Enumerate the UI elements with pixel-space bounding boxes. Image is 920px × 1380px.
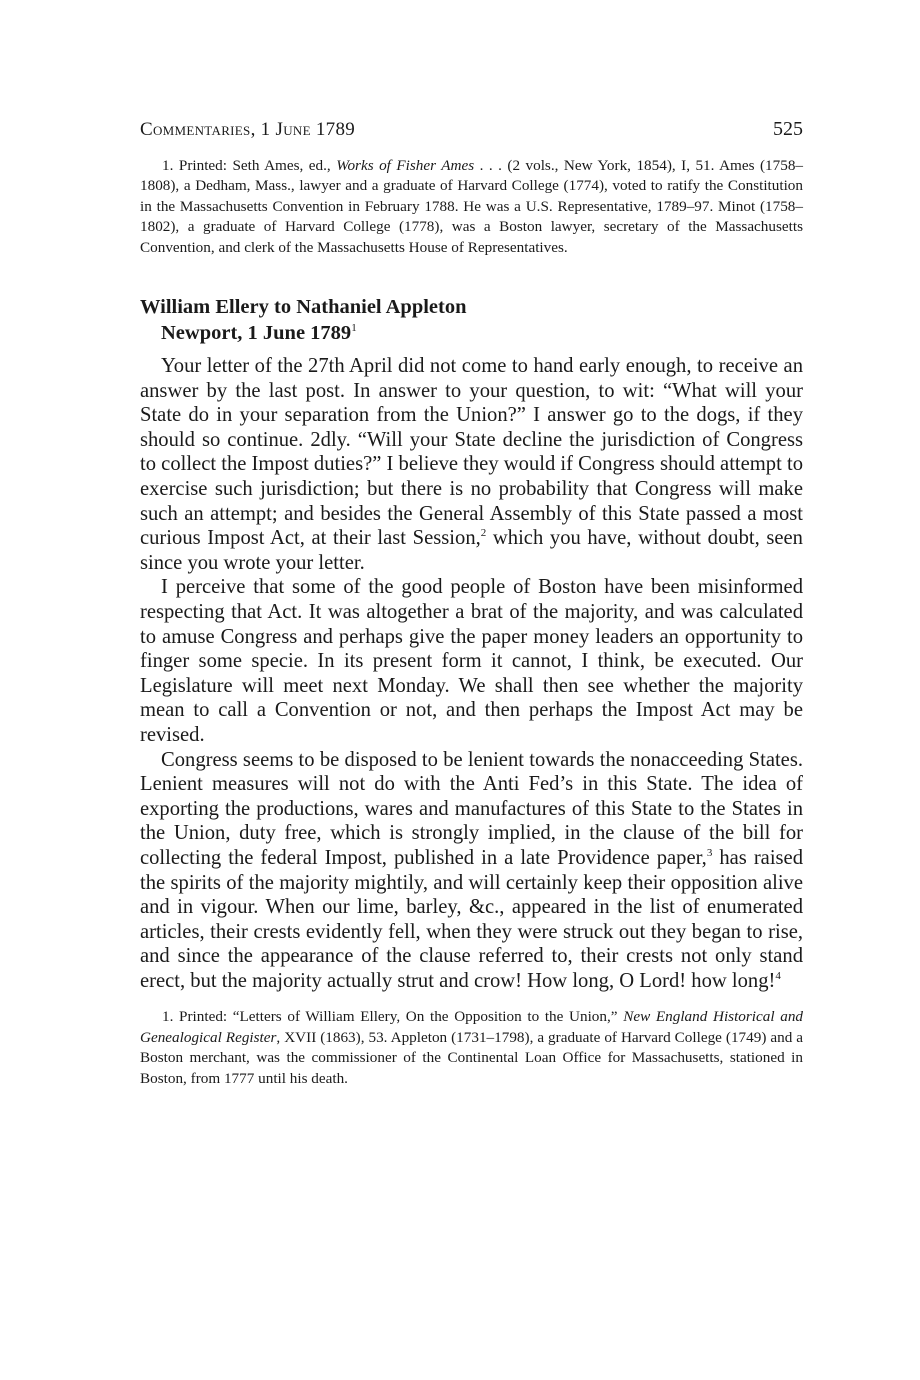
letter-paragraph-2: I perceive that some of the good people of Boston have been misinformed respecting that Act. It was altogether a brat of the majority, and was calculated to amuse Congress and perhaps give the paper money leaders an opportunity to finger some specie. In its present form it cannot, I think, be executed. Our Legislature will meet next Monday. We shall then see whether the majority mean to call a Convention or not, and then perhaps the Impost Act may be revised. <box>140 576 803 746</box>
endnote-text-post: , XVII (1863), 53. Appleton (1731–1798), a graduate of Harvard College (1749) and a Boston merchant, was the commissioner of the Continental Loan Office for Massachusetts, stationed in Boston, from 1777 until his death. <box>140 1028 804 1087</box>
paragraph-3-text-a: Congress seems to be disposed to be lenient towards the nonacceeding States. Lenient measures will not do with the Anti Fed’s in this State. The idea of exporting the productions, wares and manufactures of this State to the States in the Union, duty free, which is strongly implied, in the clause of the bill for collecting the federal Impost, published in a late Providence paper, <box>140 748 803 869</box>
paragraph-1-text-b: which you have, without doubt, seen since you wrote your letter. <box>140 527 803 574</box>
letter-paragraph-3 <box>140 748 803 994</box>
heading-place-date <box>140 320 803 346</box>
footnote-text-post: . . . (2 vols., New York, 1854), I, 51. Ames (1758–1808), a Dedham, Mass., lawyer and a graduate of Harvard College (1774), voted to ratify the Constitution in the Massachusetts Convention in February 1788. He was a U.S. Representative, 1789–97. Minot (1758–1802), a graduate of Harvard College (1778), was a Boston lawyer, secretary of the Massachusetts Convention, and clerk of the Massachusetts House of Representatives. <box>140 157 804 256</box>
footnote-ref-3: 3 <box>706 847 713 860</box>
footnote-ref-4: 4 <box>775 970 781 983</box>
footnote-number: 1. <box>162 157 179 174</box>
running-head <box>140 118 803 152</box>
letter-body <box>140 354 803 993</box>
heading-footnote-ref: 1 <box>351 322 357 335</box>
footnote-work-title: Works of Fisher Ames <box>336 157 475 174</box>
letter-paragraph-1 <box>140 354 803 575</box>
paragraph-1-text-a: Your letter of the 27th April did not come to hand early enough, to receive an answer by the last post. In answer to your question, to wit: “What will your State do in your separation from the Union?” I answer go to the dogs, if they should so continue. 2dly. “Will your State decline the jurisdiction of Congress to collect the Impost duties?” I believe they would if Congress should attempt to exercise such jurisdiction; but there is no probability that Congress will make such an attempt; and besides the General Assembly of this State passed a most curious Impost Act, at their last Session, <box>140 355 803 550</box>
heading-place-date-text: Newport, 1 June 1789 <box>161 322 352 345</box>
footnote-ref-2: 2 <box>480 527 487 540</box>
running-head-title: Commentaries, 1 June 1789 <box>140 119 356 140</box>
endnote-journal-title: New England Historical and Genealogical Register <box>140 1008 804 1046</box>
document-page <box>140 118 803 1089</box>
endnote-1 <box>140 1007 803 1089</box>
paragraph-3-text-b: has raised the spirits of the majority mightily, and will certainly keep their opposition alive and in vigour. When our lime, barley, &c., appeared in the list of enumerated articles, their crests evidently fell, when they were struck out they began to rise, and since the appearance of the clause referred to, their crests not only stand erect, but the majority actually strut and crow! How long, O Lord! how long! <box>140 846 803 992</box>
previous-footnote <box>140 156 803 258</box>
document-heading <box>140 294 803 346</box>
page-number: 525 <box>773 118 803 140</box>
endnote-number: 1. <box>162 1008 180 1026</box>
heading-correspondents: William Ellery to Nathaniel Appleton <box>140 296 467 319</box>
footnote-text-pre: Printed: Seth Ames, ed., <box>178 157 337 174</box>
endnote-text-pre: Printed: “Letters of William Ellery, On the Opposition to the Union,” <box>179 1008 624 1026</box>
endnotes <box>140 1007 803 1089</box>
